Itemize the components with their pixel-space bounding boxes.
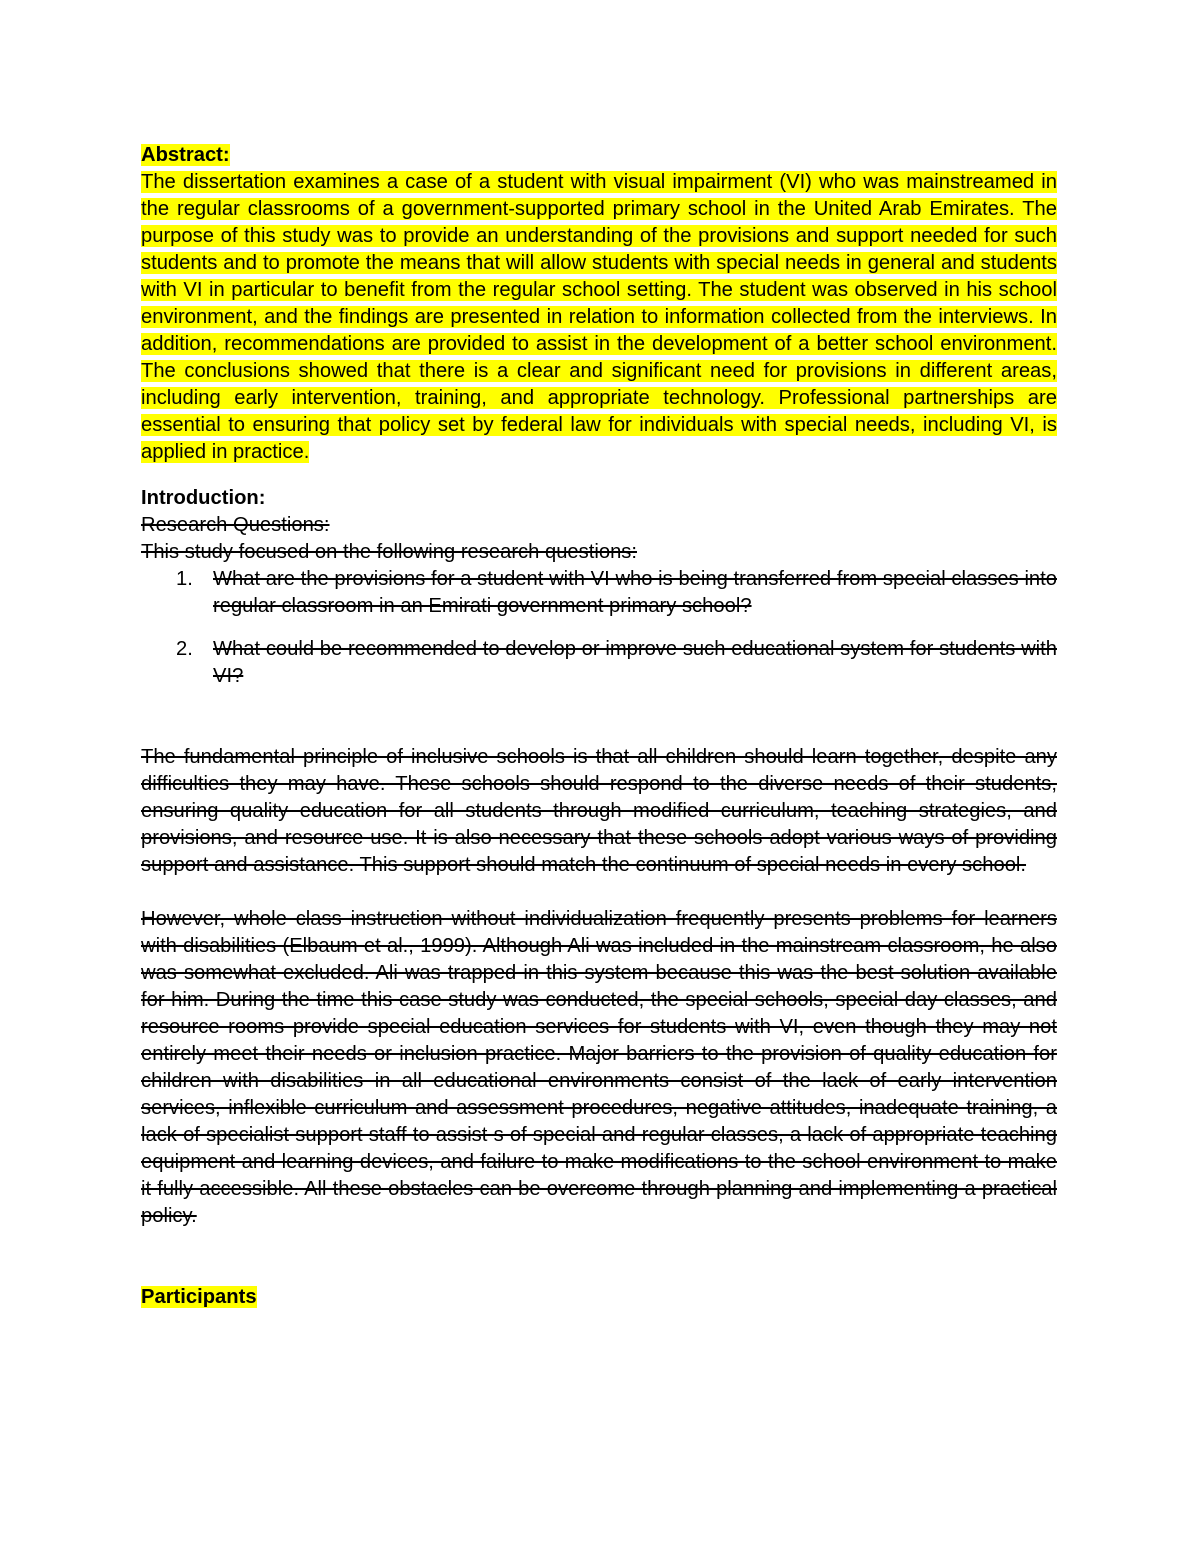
abstract-heading: Abstract: [141,144,230,166]
introduction-paragraph-1: The fundamental principle of inclusive schools is that all children should learn together, despite any difficulties they may have. These schools should respond to the diverse needs of their students, ensuring quality education for all students through modified curriculum, teaching strategies, and provisions, and resource use. It is also necessary that these schools adopt various ways of providing support and assistance. This support should match the continuum of special needs in every school. [141,746,1057,876]
introduction-heading: Introduction: [141,487,266,509]
abstract-body: The dissertation examines a case of a student with visual impairment (VI) who was mainstreamed in the regular classrooms of a government-supported primary school in the United Arab Emirates. The purpose of this study was to provide an understanding of the provisions and support needed for such students and to promote the means that will allow students with special needs in general and students with VI in particular to benefit from the regular school setting. The student was observed in his school environment, and the findings are presented in relation to information collected from the interviews. In addition, recommendations are provided to assist in the development of a better school environment. The conclusions showed that there is a clear and significant need for provisions in different areas, including early intervention, training, and appropriate technology. Professional partnerships are essential to ensuring that policy set by federal law for individuals with special needs, including VI, is applied in practice. [141,171,1057,463]
list-item-text: What could be recommended to develop or improve such educational system for students with VI? [213,638,1057,687]
research-questions-list [141,566,1057,690]
list-item-text: What are the provisions for a student with VI who is being transferred from special classes into regular classroom in an Emirati government primary school? [213,568,1057,617]
list-item [176,636,1057,690]
list-number: 2. [176,638,193,660]
research-questions-heading: Research Questions: [141,514,330,536]
document-page [141,142,1057,1311]
list-item [176,566,1057,620]
introduction-paragraph-2: However, whole class instruction without individualization frequently presents problems for learners with disabilities (Elbaum et al., 1999). Although Ali was included in the mainstream classroom, he also was somewhat excluded. Ali was trapped in this system because this was the best solution available for him. During the time this case study was conducted, the special schools, special day classes, and resource rooms provide special education services for students with VI, even though they may not entirely meet their needs or inclusion practice. Major barriers to the provision of quality education for children with disabilities in all educational environments consist of the lack of early intervention services, inflexible curriculum and assessment procedures, negative attitudes, inadequate training, a lack of specialist support staff to assist s of special and regular classes, a lack of appropriate teaching equipment and learning devices, and failure to make modifications to the school environment to make it fully accessible. All these obstacles can be overcome through planning and implementing a practical policy. [141,908,1057,1227]
list-number: 1. [176,568,193,590]
participants-heading: Participants [141,1286,257,1308]
research-questions-intro: This study focused on the following research questions: [141,541,637,563]
